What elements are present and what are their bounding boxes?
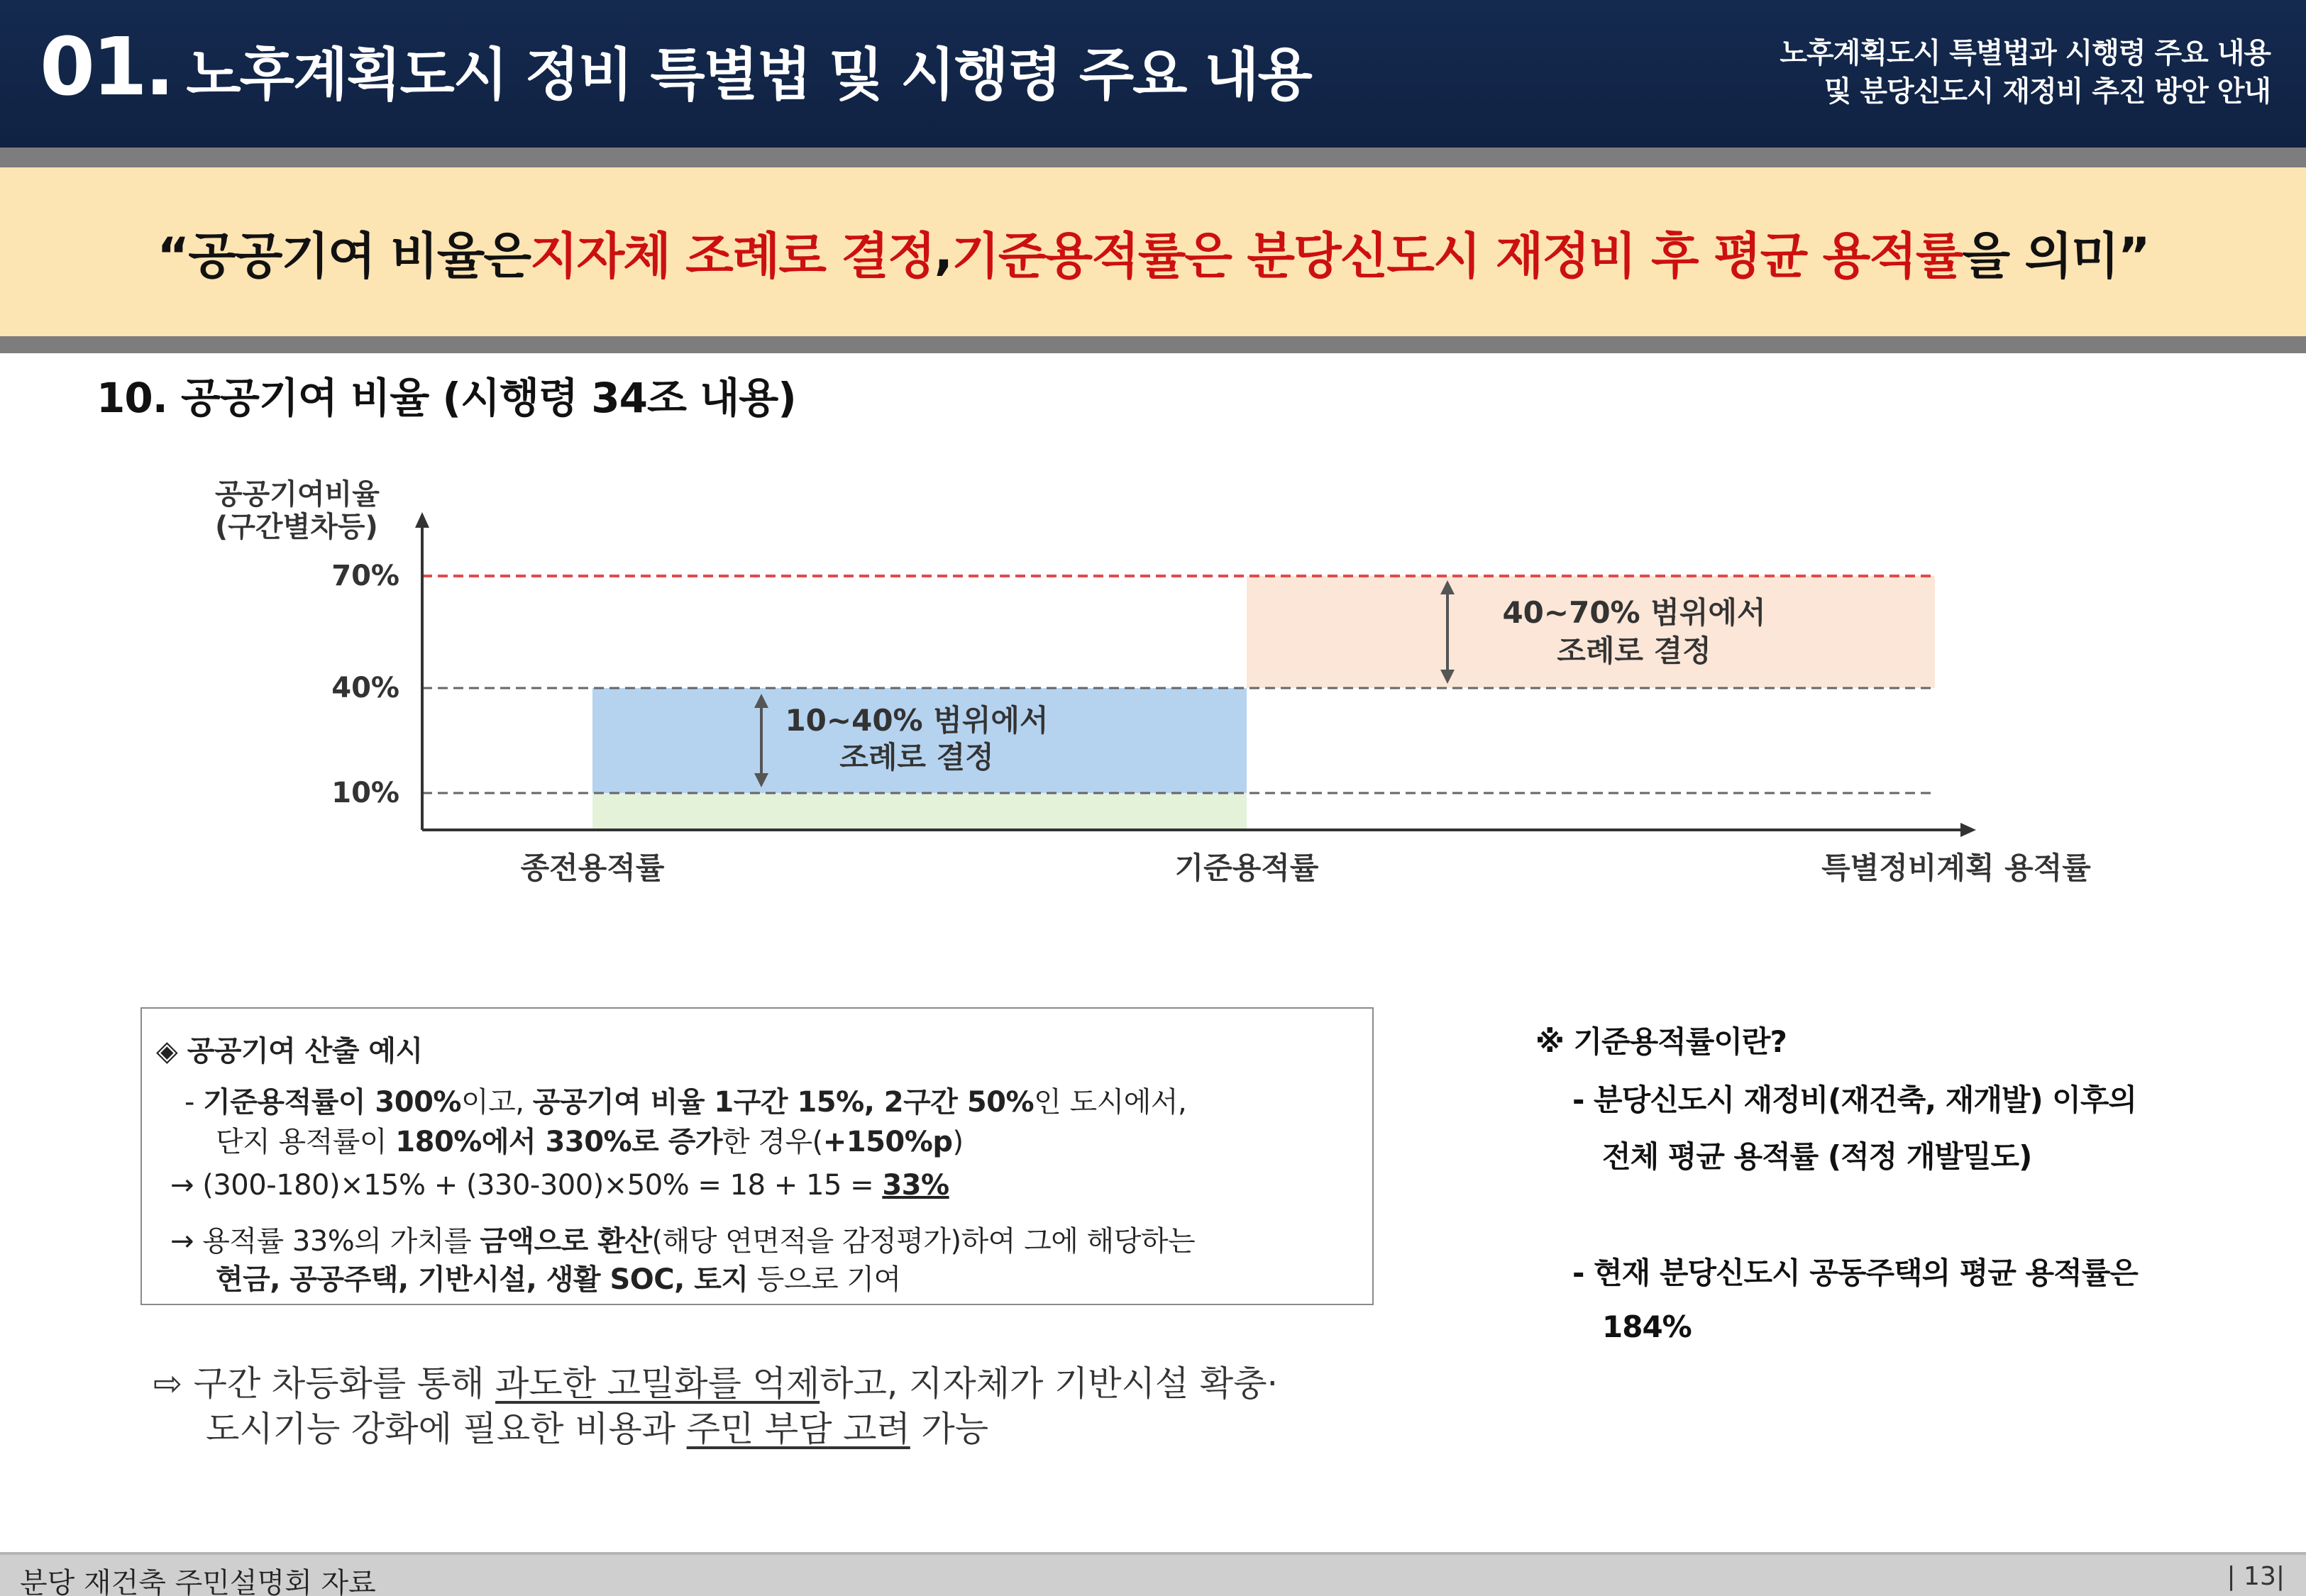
green-band <box>592 793 1247 830</box>
row2-close: ) <box>952 1126 964 1158</box>
y-tick-10: 10% <box>331 777 399 809</box>
footer-label: 분당 재건축 주민설명회 자료 <box>20 1567 376 1596</box>
row1-rate: 공공기여 비율 1구간 15%, 2구간 50% <box>532 1086 1035 1119</box>
key-message-part5: 을 의미” <box>1962 226 2149 285</box>
row2-increase: 180%에서 330%로 증가 <box>395 1126 722 1158</box>
example-row-5 <box>216 1257 901 1297</box>
row1-suffix: 인 도시에서, <box>1034 1086 1187 1119</box>
section-number: 01. <box>40 21 172 113</box>
key-message-highlight2: 기준용적률은 분당신도시 재정비 후 평균 용적률 <box>951 226 1963 285</box>
upper-band-label-line2: 조례로 결정 <box>1557 633 1711 668</box>
example-row-1 <box>184 1080 1186 1120</box>
y-axis-label-line2: (구간별차등) <box>215 511 378 543</box>
arrow-right-icon: → <box>170 1169 194 1202</box>
row5-suffix: 등으로 기여 <box>748 1263 901 1296</box>
y-tick-70: 70% <box>331 560 399 592</box>
page-number: | 13| <box>2227 1562 2285 1591</box>
example-box <box>140 1007 1374 1305</box>
x-tick-base-far: 기준용적률 <box>1174 850 1319 885</box>
base-far-def-line1: - 분당신도시 재정비(재건축, 재개발) 이후의 <box>1572 1082 2136 1117</box>
example-row-2 <box>216 1119 964 1160</box>
row1-connector: 이고, <box>461 1086 533 1119</box>
row2-delta: +150%p <box>822 1126 953 1158</box>
row5-items: 현금, 공공주택, 기반시설, 생활 SOC, 토지 <box>216 1263 749 1296</box>
row2-prefix: 단지 용적률이 <box>216 1126 396 1158</box>
row1-dash: - <box>184 1086 194 1119</box>
note-line1-c: 하고, 지자체가 기반시설 확충· <box>820 1363 1279 1404</box>
x-tick-special-far: 특별정비계획 용적률 <box>1821 850 2091 885</box>
current-far-value: 184% <box>1602 1309 1692 1344</box>
upper-band <box>1247 576 1935 688</box>
example-title <box>156 1029 423 1069</box>
example-title-text: 공공기여 산출 예시 <box>187 1035 423 1068</box>
diamond-icon: ◈ <box>156 1035 187 1068</box>
section-title: 10. 공공기여 비율 (시행령 34조 내용) <box>96 374 796 422</box>
current-far-line1: - 현재 분당신도시 공동주택의 평균 용적률은 <box>1572 1256 2138 1290</box>
arrow-right-icon: → <box>170 1225 194 1258</box>
row4-convert: 금액으로 환산 <box>480 1225 652 1258</box>
row2-connector: 한 경우( <box>722 1126 823 1158</box>
note-line-2 <box>206 1402 988 1451</box>
note-line1-a: 구간 차등화를 통해 <box>193 1363 496 1404</box>
lower-band-label-line1: 10~40% 범위에서 <box>785 703 1049 738</box>
y-tick-40: 40% <box>331 672 399 704</box>
row3-formula: (300-180)×15% + (330-300)×50% = 18 + 15 = <box>202 1169 883 1202</box>
lower-band-label-line2: 조례로 결정 <box>839 740 994 775</box>
key-message-part1: “공공기여 비율은 <box>157 226 530 285</box>
row4-suffix: (해당 연면적을 감정평가)하여 그에 해당하는 <box>651 1225 1196 1258</box>
x-tick-previous-far: 종전용적률 <box>520 850 665 885</box>
upper-band-label-line1: 40~70% 범위에서 <box>1502 595 1766 630</box>
row1-base-far: 기준용적률이 300% <box>203 1086 461 1119</box>
note-line2-a: 도시기능 강화에 필요한 비용과 <box>206 1409 687 1449</box>
y-axis-label-line1: 공공기여비율 <box>215 478 380 511</box>
base-far-def-line2: 전체 평균 용적률 (적정 개발밀도) <box>1602 1139 2032 1174</box>
x-axis-arrow-icon <box>1960 823 1976 837</box>
base-far-question: ※ 기준용적률이란? <box>1535 1024 1787 1059</box>
key-message-part3: , <box>934 223 952 281</box>
example-row-3 <box>170 1169 949 1202</box>
hollow-arrow-icon: ⇨ <box>153 1363 183 1404</box>
note-line-1 <box>153 1356 1278 1406</box>
note-line2-c: 가능 <box>910 1409 989 1449</box>
footer-bar <box>0 1552 2306 1596</box>
row3-result: 33% <box>882 1169 949 1202</box>
header-subtitle-line1: 노후계획도시 특별법과 시행령 주요 내용 <box>1780 37 2271 70</box>
example-row-4 <box>170 1219 1195 1259</box>
page-title-text: 노후계획도시 정비 특별법 및 시행령 주요 내용 <box>186 42 1311 108</box>
header-subtitle-line2: 및 분당신도시 재정비 추진 방안 안내 <box>1824 75 2271 108</box>
key-message-highlight1: 지자체 조례로 결정 <box>529 226 934 285</box>
y-axis-arrow-icon <box>415 512 429 528</box>
row4-prefix: 용적률 33%의 가치를 <box>202 1225 480 1258</box>
note-line2-b: 주민 부담 고려 <box>686 1409 910 1449</box>
note-line1-b: 과도한 고밀화를 억제 <box>495 1363 820 1404</box>
